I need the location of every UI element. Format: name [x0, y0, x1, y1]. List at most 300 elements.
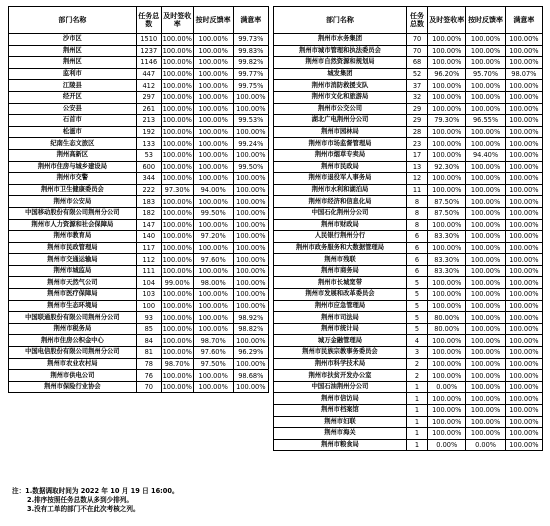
satisfaction-rate-cell: 100.00%	[505, 312, 542, 324]
timely-sign-rate-cell: 98.70%	[161, 358, 193, 370]
table-row	[9, 115, 269, 127]
satisfaction-rate-cell: 98.92%	[233, 312, 268, 324]
task-total-cell: 140	[136, 231, 161, 243]
timely-feedback-rate-cell: 100.00%	[466, 196, 505, 208]
task-total-cell: 8	[406, 207, 427, 219]
task-total-cell: 1237	[136, 45, 161, 57]
timely-sign-rate-cell: 100.00%	[428, 300, 466, 312]
satisfaction-rate-cell: 99.82%	[233, 57, 268, 69]
timely-feedback-rate-cell: 100.00%	[466, 347, 505, 359]
satisfaction-rate-cell: 100.00%	[233, 173, 268, 185]
timely-feedback-rate-cell: 94.40%	[466, 149, 505, 161]
dept-name-cell: 荆州市发展和改革委员会	[274, 289, 407, 301]
timely-feedback-rate-cell: 100.00%	[466, 277, 505, 289]
timely-feedback-rate-cell: 100.00%	[193, 196, 233, 208]
task-total-cell: 1	[406, 439, 427, 451]
timely-feedback-rate-cell: 100.00%	[193, 312, 233, 324]
satisfaction-rate-cell: 100.00%	[233, 184, 268, 196]
dept-name-cell: 城发集团	[274, 68, 407, 80]
table-row	[274, 381, 543, 393]
table-row	[274, 207, 543, 219]
dept-name-cell: 公安县	[9, 103, 137, 115]
timely-feedback-rate-cell: 100.00%	[193, 126, 233, 138]
satisfaction-rate-cell: 100.00%	[505, 370, 542, 382]
table-row	[9, 196, 269, 208]
timely-sign-rate-cell: 100.00%	[428, 242, 466, 254]
task-total-cell: 117	[136, 242, 161, 254]
task-total-cell: 147	[136, 219, 161, 231]
dept-name-cell: 荆州市水务集团	[274, 34, 407, 46]
dept-name-cell: 中国移动股份有限公司荆州分公司	[9, 207, 137, 219]
timely-sign-rate-cell: 100.00%	[428, 335, 466, 347]
dept-name-cell: 监利市	[9, 68, 137, 80]
satisfaction-rate-cell: 100.00%	[505, 34, 542, 46]
header-name: 部门名称	[274, 7, 407, 34]
dept-name-cell: 荆州市公交公司	[274, 103, 407, 115]
table-row	[274, 57, 543, 69]
timely-feedback-rate-cell: 100.00%	[193, 242, 233, 254]
timely-sign-rate-cell: 100.00%	[428, 219, 466, 231]
task-total-cell: 344	[136, 173, 161, 185]
satisfaction-rate-cell: 100.00%	[505, 289, 542, 301]
task-total-cell: 3	[406, 347, 427, 359]
timely-feedback-rate-cell: 100.00%	[193, 34, 233, 46]
dept-name-cell: 荆州市公安局	[9, 196, 137, 208]
task-total-cell: 32	[406, 91, 427, 103]
timely-sign-rate-cell: 100.00%	[162, 93, 192, 102]
satisfaction-rate-cell: 100.00%	[505, 138, 542, 150]
timely-sign-rate-cell: 100.00%	[428, 405, 466, 417]
header-satisfaction: 满意率	[233, 7, 268, 34]
timely-feedback-rate-cell: 96.55%	[466, 115, 505, 127]
satisfaction-rate-cell: 100.00%	[505, 300, 542, 312]
timely-sign-rate-cell: 100.00%	[162, 151, 192, 160]
table-row	[9, 68, 269, 80]
dept-name-cell: 石首市	[9, 115, 137, 127]
timely-feedback-rate-cell: 100.00%	[466, 405, 505, 417]
task-total-cell: 6	[406, 231, 427, 243]
satisfaction-rate-cell: 98.68%	[233, 370, 268, 382]
dept-name-cell: 荆州市城市管理和执法委员会	[274, 45, 407, 57]
table-row	[9, 300, 269, 312]
task-total-cell: 261	[136, 103, 161, 115]
task-total-cell: 182	[136, 207, 161, 219]
satisfaction-rate-cell: 100.00%	[233, 103, 268, 115]
timely-sign-rate-cell: 0.00%	[428, 439, 466, 451]
timely-sign-rate-cell: 100.00%	[428, 126, 466, 138]
header-timely-sign: 及时签收率	[161, 7, 193, 34]
dept-name-cell: 荆州市应急管理局	[274, 300, 407, 312]
task-total-cell: 104	[136, 277, 161, 289]
timely-feedback-rate-cell: 98.70%	[193, 335, 233, 347]
left-header-row	[9, 7, 269, 34]
task-total-cell: 1	[406, 381, 427, 393]
table-row	[9, 265, 269, 277]
timely-feedback-rate-cell: 98.00%	[193, 277, 233, 289]
header-total: 任务总数	[406, 7, 427, 34]
timely-feedback-rate-cell: 100.00%	[466, 91, 505, 103]
dept-name-cell: 荆州市科学技术局	[274, 358, 407, 370]
satisfaction-rate-cell: 99.73%	[233, 34, 268, 46]
dept-name-cell: 荆州市退役军人事务局	[274, 173, 407, 185]
timely-sign-rate-cell: 99.00%	[161, 277, 193, 289]
task-total-cell: 213	[136, 115, 161, 127]
dept-name-cell: 松滋市	[9, 126, 137, 138]
dept-name-cell: 荆州市司法局	[274, 312, 407, 324]
task-total-cell: 70	[406, 34, 427, 46]
task-total-cell: 5	[406, 312, 427, 324]
satisfaction-rate-cell: 100.00%	[233, 265, 268, 277]
timely-feedback-rate-cell: 100.00%	[466, 254, 505, 266]
timely-sign-rate-cell: 83.30%	[428, 265, 466, 277]
dept-name-cell: 荆州市人力资源和社会保障局	[9, 219, 137, 231]
timely-feedback-rate-cell: 100.00%	[466, 207, 505, 219]
task-total-cell: 4	[406, 335, 427, 347]
timely-feedback-rate-cell: 97.20%	[193, 231, 233, 243]
timely-feedback-rate-cell: 100.00%	[466, 312, 505, 324]
dept-name-cell: 城万金融管理局	[274, 335, 407, 347]
satisfaction-rate-cell: 100.00%	[505, 231, 542, 243]
task-total-cell: 1	[406, 393, 427, 405]
dept-name-cell: 荆州市档案馆	[274, 405, 407, 417]
dept-name-cell: 人民银行荆州分行	[274, 231, 407, 243]
timely-sign-rate-cell: 87.50%	[428, 196, 466, 208]
timely-sign-rate-cell: 100.00%	[162, 348, 192, 357]
dept-name-cell: 中国石油荆州分公司	[274, 381, 407, 393]
timely-feedback-rate-cell: 100.00%	[193, 265, 233, 277]
satisfaction-rate-cell: 100.00%	[505, 80, 542, 92]
timely-feedback-rate-cell: 100.00%	[466, 57, 505, 69]
dept-name-cell: 荆州市市场监督管理局	[274, 138, 407, 150]
task-total-cell: 13	[406, 161, 427, 173]
dept-name-cell: 荆州市民政管理局	[9, 242, 137, 254]
satisfaction-rate-cell: 100.00%	[505, 254, 542, 266]
timely-sign-rate-cell: 100.00%	[428, 393, 466, 405]
timely-sign-rate-cell: 100.00%	[428, 173, 466, 185]
timely-sign-rate-cell: 100.00%	[162, 325, 192, 334]
task-total-cell: 68	[406, 57, 427, 69]
table-row	[9, 219, 269, 231]
dept-name-cell: 荆州市园林局	[274, 126, 407, 138]
timely-feedback-rate-cell: 100.00%	[466, 300, 505, 312]
table-row	[274, 416, 543, 428]
timely-feedback-rate-cell: 100.00%	[193, 323, 233, 335]
table-row	[274, 370, 543, 382]
satisfaction-rate-cell: 100.00%	[505, 161, 542, 173]
dept-name-cell: 荆州市水利和湖泊局	[274, 184, 407, 196]
timely-sign-rate-cell: 100.00%	[428, 184, 466, 196]
timely-feedback-rate-cell: 94.00%	[193, 184, 233, 196]
satisfaction-rate-cell: 100.00%	[505, 173, 542, 185]
dept-name-cell: 荆州市财政局	[274, 219, 407, 231]
timely-sign-rate-cell: 92.30%	[428, 161, 466, 173]
timely-sign-rate-cell: 100.00%	[428, 416, 466, 428]
dept-name-cell: 荆州市妇联	[274, 416, 407, 428]
dept-name-cell: 荆州市住房公积金中心	[9, 335, 137, 347]
timely-feedback-rate-cell: 100.00%	[466, 242, 505, 254]
timely-sign-rate-cell: 100.00%	[428, 277, 466, 289]
task-total-cell: 76	[136, 370, 161, 382]
footnote-3: 3.没有工单的部门不在此次考核之列。	[27, 505, 140, 513]
satisfaction-rate-cell: 99.77%	[233, 68, 268, 80]
task-total-cell: 29	[406, 103, 427, 115]
timely-feedback-rate-cell: 100.00%	[193, 161, 233, 173]
satisfaction-rate-cell: 100.00%	[505, 57, 542, 69]
timely-sign-rate-cell: 100.00%	[162, 139, 192, 148]
dept-name-cell: 荆州市农业农村局	[9, 358, 137, 370]
timely-feedback-rate-cell: 97.50%	[193, 358, 233, 370]
dept-name-cell: 荆州市长城宽带	[274, 277, 407, 289]
task-total-cell: 1	[406, 428, 427, 440]
table-row	[9, 242, 269, 254]
task-total-cell: 112	[136, 254, 161, 266]
satisfaction-rate-cell: 99.50%	[233, 161, 268, 173]
timely-feedback-rate-cell: 100.00%	[466, 393, 505, 405]
timely-sign-rate-cell: 100.00%	[428, 103, 466, 115]
timely-sign-rate-cell: 100.00%	[162, 174, 192, 183]
header-timely-sign: 及时签收率	[428, 7, 466, 34]
left-table-body	[9, 34, 269, 393]
dept-name-cell: 荆州市城监局	[9, 265, 137, 277]
task-total-cell: 222	[136, 184, 161, 196]
dept-name-cell: 荆州区	[9, 57, 137, 69]
table-row	[9, 161, 269, 173]
task-total-cell: 8	[406, 196, 427, 208]
timely-feedback-rate-cell: 100.00%	[466, 138, 505, 150]
right-table-body	[274, 34, 543, 451]
timely-sign-rate-cell: 100.00%	[428, 358, 466, 370]
table-row	[274, 219, 543, 231]
satisfaction-rate-cell: 100.00%	[233, 254, 268, 266]
timely-feedback-rate-cell: 100.00%	[466, 34, 505, 46]
right-header-row	[274, 7, 543, 34]
timely-feedback-rate-cell: 97.60%	[193, 254, 233, 266]
timely-feedback-rate-cell: 100.00%	[193, 57, 233, 69]
dept-name-cell: 荆州市统计局	[274, 323, 407, 335]
timely-sign-rate-cell: 100.00%	[162, 81, 192, 90]
timely-sign-rate-cell: 100.00%	[162, 336, 192, 345]
dept-name-cell: 中国电信股份有限公司荆州分公司	[9, 347, 137, 359]
table-row	[274, 126, 543, 138]
task-total-cell: 2	[406, 370, 427, 382]
satisfaction-rate-cell: 100.00%	[233, 242, 268, 254]
timely-sign-rate-cell: 83.30%	[428, 231, 466, 243]
left-stats-table	[8, 6, 269, 393]
table-row	[274, 405, 543, 417]
satisfaction-rate-cell: 100.00%	[505, 358, 542, 370]
satisfaction-rate-cell: 100.00%	[233, 126, 268, 138]
task-total-cell: 6	[406, 265, 427, 277]
timely-sign-rate-cell: 100.00%	[162, 104, 192, 113]
dept-name-cell: 荆州市信访局	[274, 393, 407, 405]
timely-feedback-rate-cell: 100.00%	[466, 231, 505, 243]
timely-feedback-rate-cell: 100.00%	[466, 45, 505, 57]
timely-sign-rate-cell: 100.00%	[428, 347, 466, 359]
header-total: 任务总数	[136, 7, 161, 34]
table-row	[274, 300, 543, 312]
dept-name-cell: 荆州市商务局	[274, 265, 407, 277]
satisfaction-rate-cell: 100.00%	[505, 242, 542, 254]
timely-feedback-rate-cell: 100.00%	[193, 45, 233, 57]
task-total-cell: 17	[406, 149, 427, 161]
table-row	[274, 91, 543, 103]
timely-feedback-rate-cell: 100.00%	[193, 80, 233, 92]
satisfaction-rate-cell: 100.00%	[505, 115, 542, 127]
table-row	[9, 149, 269, 161]
timely-sign-rate-cell: 100.00%	[162, 197, 192, 206]
task-total-cell: 70	[406, 45, 427, 57]
satisfaction-rate-cell: 100.00%	[505, 405, 542, 417]
timely-sign-rate-cell: 97.30%	[161, 184, 193, 196]
dept-name-cell: 湖北广电荆州分公司	[274, 115, 407, 127]
task-total-cell: 5	[406, 277, 427, 289]
task-total-cell: 93	[136, 312, 161, 324]
timely-sign-rate-cell: 100.00%	[428, 80, 466, 92]
table-row	[274, 428, 543, 440]
dept-name-cell: 荆州高新区	[9, 149, 137, 161]
timely-sign-rate-cell: 100.00%	[162, 209, 192, 218]
table-row	[274, 439, 543, 451]
timely-feedback-rate-cell: 100.00%	[466, 184, 505, 196]
timely-feedback-rate-cell: 100.00%	[193, 381, 233, 393]
task-total-cell: 53	[136, 149, 161, 161]
timely-feedback-rate-cell: 100.00%	[193, 289, 233, 301]
satisfaction-rate-cell: 100.00%	[505, 196, 542, 208]
table-row	[274, 184, 543, 196]
satisfaction-rate-cell: 99.83%	[233, 45, 268, 57]
timely-feedback-rate-cell: 97.60%	[193, 347, 233, 359]
timely-sign-rate-cell: 100.00%	[428, 149, 466, 161]
timely-sign-rate-cell: 80.00%	[428, 323, 466, 335]
satisfaction-rate-cell: 100.00%	[505, 428, 542, 440]
table-row	[9, 207, 269, 219]
dept-name-cell: 荆州市民族宗教事务委员会	[274, 347, 407, 359]
task-total-cell: 1146	[136, 57, 161, 69]
satisfaction-rate-cell: 100.00%	[233, 381, 268, 393]
timely-feedback-rate-cell: 100.00%	[193, 149, 233, 161]
satisfaction-rate-cell: 100.00%	[505, 439, 542, 451]
header-timely-feedback: 按时反馈率	[193, 7, 233, 34]
dept-name-cell: 荆州市供电公司	[9, 370, 137, 382]
table-row	[274, 34, 543, 46]
timely-feedback-rate-cell: 100.00%	[466, 381, 505, 393]
table-row	[274, 68, 543, 80]
task-total-cell: 297	[136, 91, 161, 103]
table-row	[274, 231, 543, 243]
dept-name-cell: 江陵县	[9, 80, 137, 92]
dept-name-cell: 荆州市卫生健康委员会	[9, 184, 137, 196]
task-total-cell: 23	[406, 138, 427, 150]
table-row	[9, 323, 269, 335]
timely-feedback-rate-cell: 100.00%	[466, 265, 505, 277]
table-row	[274, 242, 543, 254]
footnotes	[12, 487, 179, 514]
table-row	[274, 196, 543, 208]
satisfaction-rate-cell: 100.00%	[233, 219, 268, 231]
dept-name-cell: 中国石化荆州分公司	[274, 207, 407, 219]
table-row	[9, 34, 269, 46]
satisfaction-rate-cell: 100.00%	[233, 91, 268, 103]
timely-feedback-rate-cell: 100.00%	[466, 103, 505, 115]
table-row	[9, 57, 269, 69]
satisfaction-rate-cell: 100.00%	[233, 300, 268, 312]
timely-sign-rate-cell: 87.50%	[428, 207, 466, 219]
satisfaction-rate-cell: 100.00%	[505, 265, 542, 277]
satisfaction-rate-cell: 100.00%	[505, 219, 542, 231]
header-satisfaction: 满意率	[505, 7, 542, 34]
timely-sign-rate-cell: 83.30%	[428, 254, 466, 266]
table-row	[274, 138, 543, 150]
satisfaction-rate-cell: 98.82%	[233, 323, 268, 335]
dept-name-cell: 荆州市自然资源和规划局	[274, 57, 407, 69]
dept-name-cell: 荆州市烟草专卖局	[274, 149, 407, 161]
timely-sign-rate-cell: 100.00%	[428, 138, 466, 150]
timely-sign-rate-cell: 100.00%	[428, 34, 466, 46]
timely-feedback-rate-cell: 99.50%	[193, 207, 233, 219]
table-row	[9, 254, 269, 266]
task-total-cell: 447	[136, 68, 161, 80]
timely-sign-rate-cell: 100.00%	[162, 290, 192, 299]
timely-feedback-rate-cell: 100.00%	[193, 68, 233, 80]
table-row	[9, 381, 269, 393]
timely-sign-rate-cell: 100.00%	[428, 370, 466, 382]
task-total-cell: 85	[136, 323, 161, 335]
dept-name-cell: 荆州市扶贫开发办公室	[274, 370, 407, 382]
satisfaction-rate-cell: 100.00%	[233, 277, 268, 289]
task-total-cell: 100	[136, 300, 161, 312]
timely-feedback-rate-cell: 100.00%	[466, 80, 505, 92]
dept-name-cell: 中国联通股份有限公司荆州分公司	[9, 312, 137, 324]
task-total-cell: 8	[406, 219, 427, 231]
timely-feedback-rate-cell: 100.00%	[193, 115, 233, 127]
satisfaction-rate-cell: 100.00%	[233, 149, 268, 161]
satisfaction-rate-cell: 100.00%	[233, 289, 268, 301]
table-row	[274, 80, 543, 92]
timely-sign-rate-cell: 80.00%	[428, 312, 466, 324]
task-total-cell: 600	[136, 161, 161, 173]
task-total-cell: 5	[406, 323, 427, 335]
dept-name-cell: 荆州市海关	[274, 428, 407, 440]
table-row	[274, 312, 543, 324]
table-row	[9, 91, 269, 103]
timely-feedback-rate-cell: 100.00%	[466, 173, 505, 185]
timely-feedback-rate-cell: 100.00%	[466, 370, 505, 382]
dept-name-cell: 荆州市交通运输局	[9, 254, 137, 266]
dept-name-cell: 经开区	[9, 91, 137, 103]
satisfaction-rate-cell: 100.00%	[505, 103, 542, 115]
task-total-cell: 1	[406, 405, 427, 417]
dept-name-cell: 荆州市文化和旅游局	[274, 91, 407, 103]
table-row	[9, 138, 269, 150]
task-total-cell: 6	[406, 254, 427, 266]
task-total-cell: 412	[136, 80, 161, 92]
timely-sign-rate-cell: 100.00%	[428, 91, 466, 103]
table-row	[9, 231, 269, 243]
timely-sign-rate-cell: 100.00%	[162, 313, 192, 322]
table-row	[274, 277, 543, 289]
task-total-cell: 70	[136, 381, 161, 393]
timely-sign-rate-cell: 100.00%	[428, 45, 466, 57]
dept-name-cell: 荆州市天然气公司	[9, 277, 137, 289]
task-total-cell: 11	[406, 184, 427, 196]
dept-name-cell: 荆州市政务服务和大数据管理局	[274, 242, 407, 254]
task-total-cell: 78	[136, 358, 161, 370]
satisfaction-rate-cell: 96.29%	[233, 347, 268, 359]
table-row	[9, 335, 269, 347]
table-row	[274, 335, 543, 347]
dept-name-cell: 荆州市税务局	[9, 323, 137, 335]
table-row	[274, 149, 543, 161]
